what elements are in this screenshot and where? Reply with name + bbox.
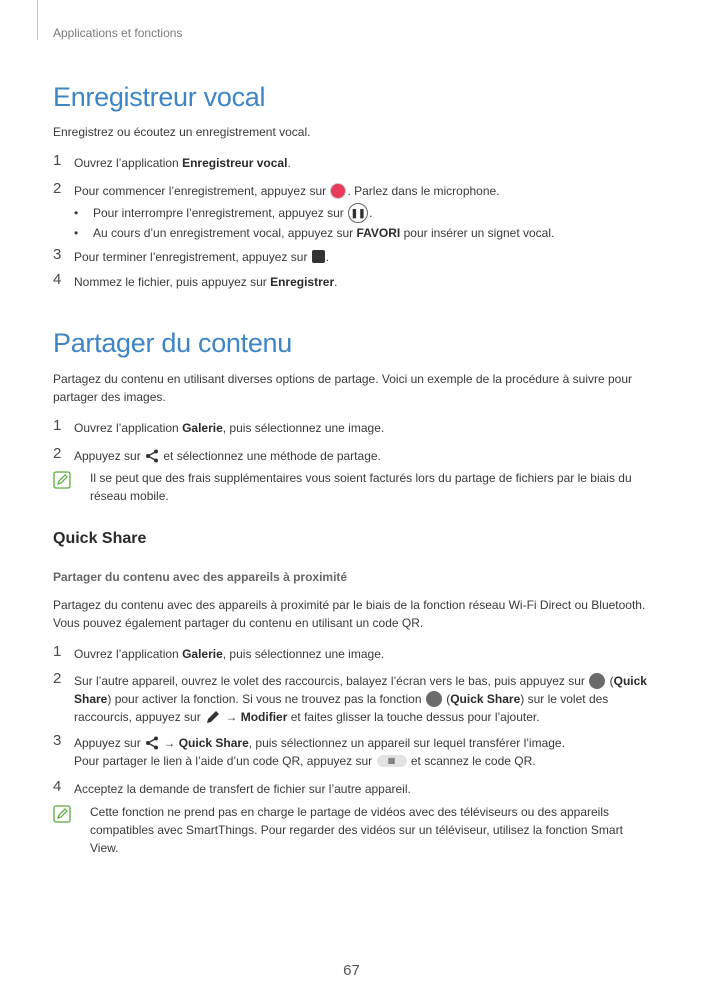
step-number: 3: [53, 246, 62, 263]
stop-icon: [312, 250, 325, 263]
step-number: 2: [53, 670, 62, 687]
quick-share-icon: [426, 691, 442, 707]
step-number: 2: [53, 445, 62, 462]
record-icon: [330, 183, 346, 199]
subsection-title-quick-share: Quick Share: [53, 530, 147, 547]
step-number: 1: [53, 152, 62, 169]
step-3: 3 Pour terminer l’enregistrement, appuyez sur .: [53, 246, 330, 264]
step-4: 4 Acceptez la demande de transfert de fichier sur l’autre appareil.: [53, 778, 411, 796]
margin-line: [37, 0, 38, 40]
step-number: 1: [53, 643, 62, 660]
section-title-share-content: Partager du contenu: [53, 328, 292, 358]
page-number: 67: [343, 962, 360, 979]
step-2: 2 Sur l’autre appareil, ouvrez le volet des raccourcis, balayez l’écran vers le bas, puis appuyez sur (Quick Share) pour activer la fonction. Si vous ne trouvez pas la fonction (Quick Share) sur le volet des raccourcis, appuyez sur → Modifier et faites glisser la touche dessus pour l’ajouter.: [53, 670, 647, 724]
step-1: 1 Ouvrez l’application Galerie, puis sélectionnez une image.: [53, 417, 385, 435]
step-1: 1 Ouvrez l’application Galerie, puis sélectionnez une image.: [53, 643, 385, 661]
page-header: Applications et fonctions: [53, 26, 183, 40]
step-4: 4 Nommez le fichier, puis appuyez sur Enregistrer.: [53, 271, 338, 289]
section-intro: Partagez du contenu avec des appareils à proximité par le biais de la fonction réseau Wi-Fi Direct ou Bluetooth. Vous pouvez également partager du contenu en utilisant un code QR.: [53, 598, 646, 630]
step-1: 1 Ouvrez l’application Enregistreur vocal.: [53, 152, 291, 170]
edit-icon: [205, 710, 221, 724]
subsection-subtitle: Partager du contenu avec des appareils à proximité: [53, 570, 348, 584]
share-icon: [145, 736, 159, 750]
bullet-pause: • Pour interrompre l’enregistrement, appuyez sur ❚❚ .: [74, 204, 654, 224]
note-smart-view: Cette fonction ne prend pas en charge le partage de vidéos avec des téléviseurs ou des appareils compatibles avec SmartThings. Pour regarder des vidéos sur un téléviseur, utilisez la fonction Smart View.: [53, 803, 653, 857]
pause-icon: ❚❚: [348, 203, 368, 223]
section-title-voice-recorder: Enregistreur vocal: [53, 82, 266, 112]
step-number: 2: [53, 180, 62, 197]
step-number: 1: [53, 417, 62, 434]
qr-code-icon: ▦: [377, 755, 407, 767]
step-number: 4: [53, 271, 62, 288]
share-icon: [145, 449, 159, 463]
note-mobile-fees: Il se peut que des frais supplémentaires vous soient facturés lors du partage de fichiers par le biais du réseau mobile.: [53, 469, 653, 505]
step-number: 3: [53, 732, 62, 749]
step-3: 3 Appuyez sur → Quick Share, puis sélectionnez un appareil sur lequel transférer l’image. Pour partager le lien à l’aide d’un code QR, appuyez sur ▦ et scannez le code QR.: [53, 732, 565, 768]
bullet-favori: • Au cours d’un enregistrement vocal, appuyez sur FAVORI pour insérer un signet vocal.: [74, 226, 555, 240]
section-intro: Partagez du contenu en utilisant diverses options de partage. Voici un exemple de la procédure à suivre pour partager des images.: [53, 372, 633, 404]
section-intro: Enregistrez ou écoutez un enregistrement vocal.: [53, 125, 311, 139]
step-number: 4: [53, 778, 62, 795]
note-icon: [53, 805, 71, 823]
note-icon: [53, 471, 71, 489]
step-2: 2 Pour commencer l’enregistrement, appuyez sur . Parlez dans le microphone.: [53, 180, 500, 198]
step-2: 2 Appuyez sur et sélectionnez une méthode de partage.: [53, 445, 381, 463]
quick-share-icon: [589, 673, 605, 689]
